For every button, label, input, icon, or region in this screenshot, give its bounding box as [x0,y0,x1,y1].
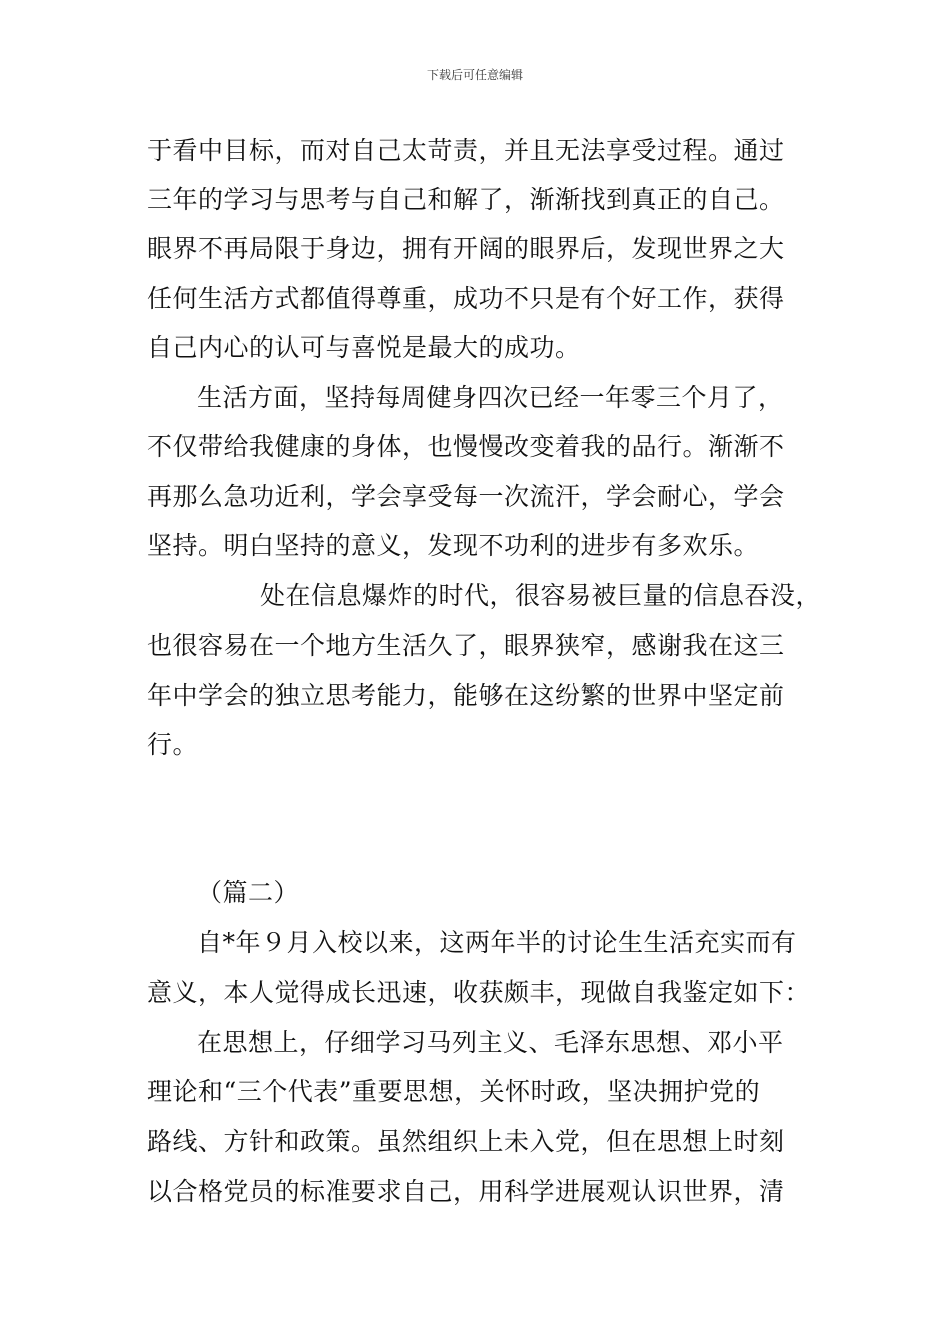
section-title: （篇二） [197,878,300,907]
paragraph-first-line: 处在信息爆炸的时代，很容易被巨量的信息吞没， [260,581,822,610]
text-line: 路线、方针和政策。虽然组织上未入党，但在思想上时刻 [147,1127,785,1156]
text-line: 眼界不再局限于身边，拥有开阔的眼界后，发现世界之大 [147,234,785,263]
paragraph-first-line: 生活方面，坚持每周健身四次已经一年零三个月了， [197,383,784,412]
text-line: 不仅带给我健康的身体，也慢慢改变着我的品行。渐渐不 [147,432,785,461]
text-line: 以合格党员的标准要求自己，用科学进展观认识世界，清 [147,1177,785,1206]
text-line: 再那么急功近利，学会享受每一次流汗，学会耐心，学会 [147,482,785,511]
text-line: 自己内心的认可与喜悦是最大的成功。 [147,333,581,362]
text-line: 三年的学习与思考与自己和解了，渐渐找到真正的自己。 [147,185,785,214]
text-line: 坚持。明白坚持的意义，发现不功利的进步有多欢乐。 [147,531,760,560]
text-line: 行。 [147,730,199,759]
page-header: 下载后可任意编辑 [426,68,523,82]
text-line: 意义，本人觉得成长迅速，收获颇丰，现做自我鉴定如下： [147,978,811,1007]
text-line: 理论和“三个代表”重要思想，关怀时政，坚决拥护党的 [147,1077,761,1106]
text-line: 年中学会的独立思考能力，能够在这纷繁的世界中坚定前 [147,681,785,710]
text-line: 任何生活方式都值得尊重，成功不只是有个好工作，获得 [147,284,785,313]
text-line: 于看中目标，而对自己太苛责，并且无法享受过程。通过 [147,136,785,165]
paragraph-first-line: 在思想上，仔细学习马列主义、毛泽东思想、邓小平 [197,1028,784,1057]
text-line: 也很容易在一个地方生活久了，眼界狭窄，感谢我在这三 [147,631,785,660]
paragraph-first-line: 自*年９月入校以来，这两年半的讨论生生活充实而有 [197,928,797,957]
